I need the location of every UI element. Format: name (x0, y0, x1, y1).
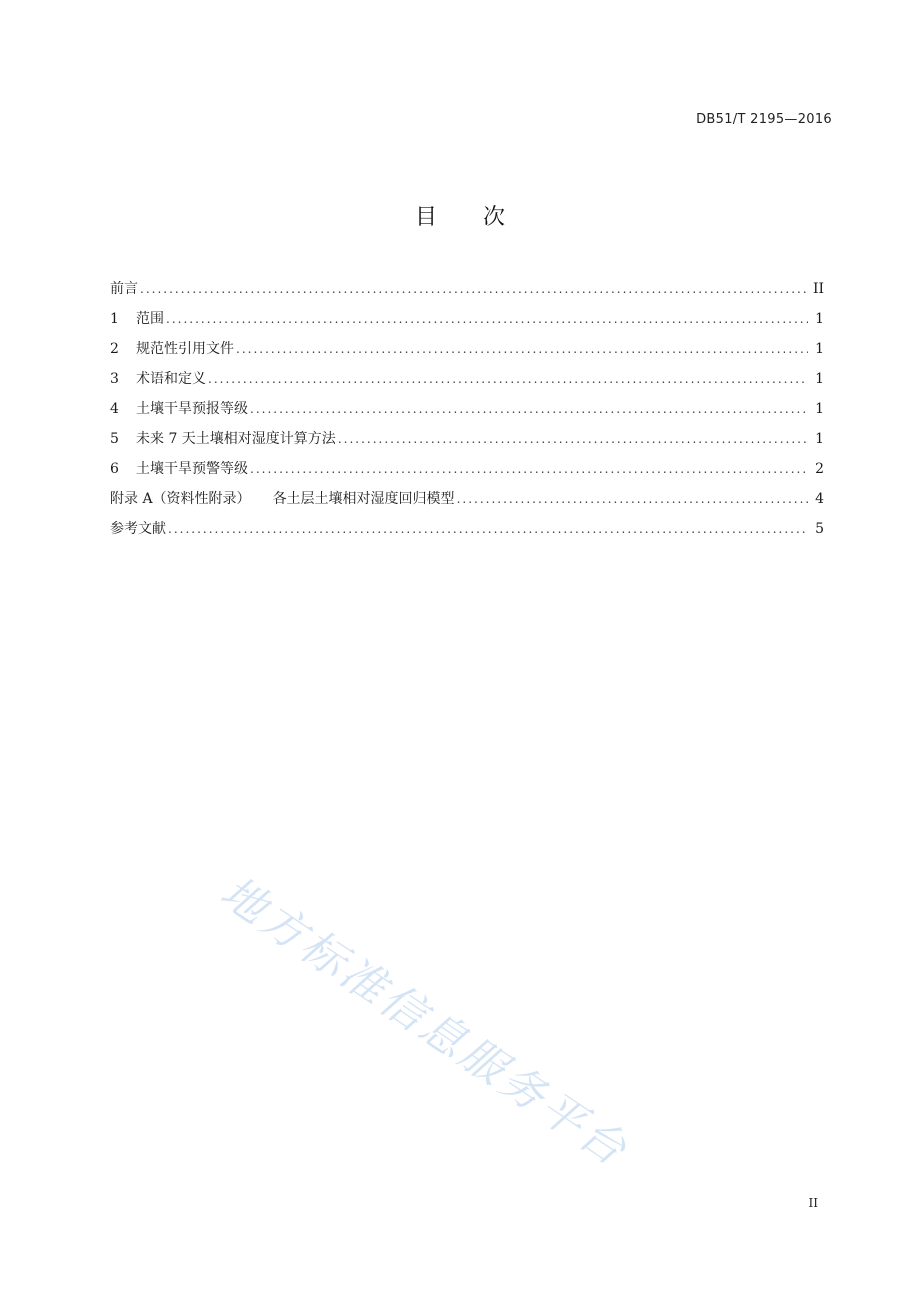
toc-entry-number: 5 (110, 431, 119, 447)
toc-entry-label: 范围 (136, 311, 164, 327)
toc-entry-foreword[interactable] (110, 278, 824, 308)
toc-entry-label: 前言 (110, 281, 138, 297)
toc-entry-number: 4 (110, 401, 119, 417)
toc-entry-humidity-calculation[interactable] (110, 428, 824, 458)
toc-entry-terms-definitions[interactable] (110, 368, 824, 398)
toc-entry-page: 1 (815, 431, 824, 447)
toc-leader-dots (250, 458, 808, 480)
toc-leader-dots (166, 308, 808, 330)
toc-leader-dots (140, 278, 807, 300)
toc-entry-label: 规范性引用文件 (136, 341, 234, 357)
toc-entry-page: 1 (815, 311, 824, 327)
toc-entry-appendix-a[interactable] (110, 488, 824, 518)
toc-entry-scope[interactable] (110, 308, 824, 338)
toc-leader-dots (250, 398, 808, 420)
toc-leader-dots (236, 338, 808, 360)
toc-entry-label: 土壤干旱预警等级 (136, 461, 248, 477)
toc-leader-dots (457, 488, 808, 510)
toc-entry-drought-warning-levels[interactable] (110, 458, 824, 488)
appendix-title: 各土层土壤相对湿度回归模型 (272, 491, 455, 507)
toc-leader-dots (338, 428, 808, 450)
toc-entry-page: 5 (815, 521, 824, 537)
toc-entry-number: 6 (110, 461, 119, 477)
toc-entry-label: 未来 7 天土壤相对湿度计算方法 (136, 431, 336, 447)
page-number: II (808, 1196, 818, 1210)
toc-entry-label: 土壤干旱预报等级 (136, 401, 248, 417)
toc-entry-number: 2 (110, 341, 119, 357)
toc-entry-drought-forecast-levels[interactable] (110, 398, 824, 428)
toc-entry-page: 1 (815, 341, 824, 357)
toc-entry-label (110, 488, 455, 510)
toc-entry-page: II (812, 281, 824, 297)
appendix-designation: 附录 A（资料性附录） (110, 491, 251, 507)
toc-title-char-1: 目 (414, 205, 437, 230)
toc-title (0, 200, 920, 231)
document-code: DB51/T 2195—2016 (696, 112, 832, 127)
toc-title-char-2: 次 (483, 205, 506, 230)
toc-entry-label: 参考文献 (110, 521, 166, 537)
toc-entry-page: 2 (815, 461, 824, 477)
toc-leader-dots (168, 518, 808, 540)
toc-entry-number: 3 (110, 371, 119, 387)
toc-entry-page: 4 (815, 491, 824, 507)
toc-entry-page: 1 (815, 401, 824, 417)
toc-entry-normative-references[interactable] (110, 338, 824, 368)
toc-entry-label: 术语和定义 (136, 371, 206, 387)
toc-entry-page: 1 (815, 371, 824, 387)
watermark: 地方标准信息服务平台 (211, 866, 638, 1178)
toc-leader-dots (208, 368, 808, 390)
table-of-contents (110, 278, 824, 548)
toc-entry-bibliography[interactable] (110, 518, 824, 548)
toc-entry-number: 1 (110, 311, 119, 327)
